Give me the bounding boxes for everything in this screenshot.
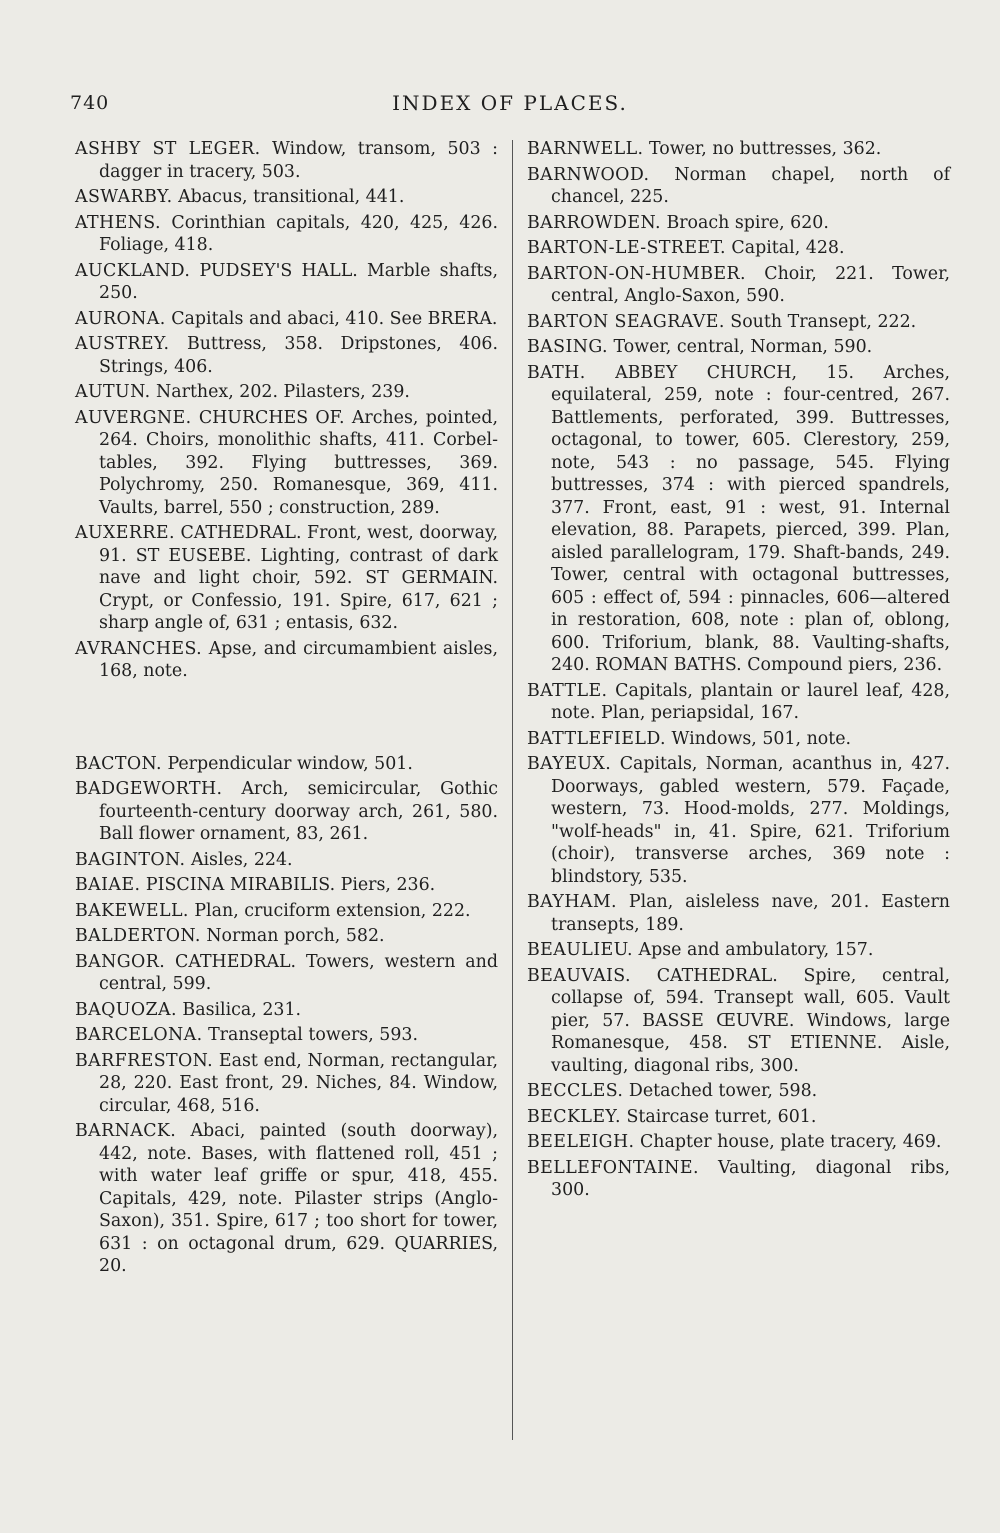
index-entry: BEELEIGH. Chapter house, plate tracery, 469. — [527, 1132, 942, 1152]
index-entry: BAYHAM. Plan, aisleless nave, 201. Eastern transepts, 189. — [527, 892, 950, 935]
index-entry: AUSTREY. Buttress, 358. Dripstones, 406. Strings, 406. — [75, 334, 498, 377]
index-entry: AUXERRE. CATHEDRAL. Front, west, doorway, 91. ST EUSEBE. Lighting, contrast of dark nave and light choir, 592. ST GERMAIN. Crypt, or Confessio, 191. Spire, 617, 621 ; sharp angle of, 631 ; entasis, 632. — [75, 523, 498, 633]
page-number: 740 — [70, 92, 110, 114]
column-divider — [512, 140, 513, 1440]
index-entry: BARCELONA. Transeptal towers, 593. — [75, 1025, 419, 1045]
index-entry: BELLEFONTAINE. Vaulting, diagonal ribs, 300. — [527, 1157, 950, 1200]
index-entry: BECKLEY. Staircase turret, 601. — [527, 1106, 817, 1127]
index-entry: BASING. Tower, central, Norman, 590. — [527, 337, 873, 357]
index-entry: AUVERGNE. CHURCHES OF. Arches, pointed, 264. Choirs, monolithic shafts, 411. Corbel-tables, 392. Flying buttresses, 369. Polychromy, 250. Romanesque, 369, 411. Vaults, barrel, 550 ; construction, 289. — [75, 407, 499, 518]
index-entry: BAQUOZA. Basilica, 231. — [75, 999, 302, 1020]
index-entry: BARROWDEN. Broach spire, 620. — [527, 212, 829, 233]
index-entry: ATHENS. Corinthian capitals, 420, 425, 426. Foliage, 418. — [75, 212, 498, 255]
index-entry: BALDERTON. Norman porch, 582. — [75, 926, 385, 946]
index-entry: ASHBY ST LEGER. Window, transom, 503 : dagger in tracery, 503. — [75, 139, 498, 182]
index-entry: BADGEWORTH. Arch, semicircular, Gothic fourteenth-century doorway arch, 261, 580. Ball flower ornament, 83, 261. — [75, 779, 499, 844]
index-entry: BARNWELL. Tower, no buttresses, 362. — [527, 139, 882, 159]
index-entry: BEAUVAIS. CATHEDRAL. Spire, central, collapse of, 594. Transept wall, 605. Vault pier, 57. BASSE ŒUVRE. Windows, large Romanesque, 458. ST ETIENNE. Aisle, vaulting, diagonal ribs, 300. — [527, 965, 950, 1076]
index-entry: BECCLES. Detached tower, 598. — [527, 1081, 818, 1101]
index-entry: AUCKLAND. PUDSEY'S HALL. Marble shafts, 250. — [75, 260, 498, 303]
right-column — [527, 138, 950, 1205]
index-entry: BARNACK. Abaci, painted (south doorway), 442, note. Bases, with flattened roll, 451 ; with water leaf griffe or spur, 418, 455. Capitals, 429, note. Pilaster strips (Anglo-Saxon), 351. Spire, 617 ; too short for tower, 631 : on octagonal drum, 629. QUARRIES, 20. — [75, 1121, 499, 1276]
page-header — [70, 86, 950, 120]
index-entry: BAGINTON. Aisles, 224. — [75, 849, 293, 870]
index-entry: BACTON. Perpendicular window, 501. — [75, 753, 413, 774]
index-entry: BAKEWELL. Plan, cruciform extension, 222. — [75, 900, 471, 921]
running-head: INDEX OF PLACES. — [392, 91, 628, 115]
index-entry: BEAULIEU. Apse and ambulatory, 157. — [527, 940, 874, 960]
index-entry: BATH. ABBEY CHURCH, 15. Arches, equilateral, 259, note : four-centred, 267. Battlements, perforated, 399. Buttresses, octagonal, to tower, 605. Clerestory, 259, note, 543 : no passage, 545. Flying buttresses, 374 : with pierced spandrels, 377. Front, east, 91 : west, 91. Internal elevation, 88. Parapets, pierced, 399. Plan, aisled parallelogram, 179. Shaft-bands, 249. Tower, central with octagonal buttresses, 605 : effect of, 594 : pinnacles, 606—altered in restoration, 608, note : plan of, oblong, 600. Triforium, blank, 88. Vaulting-shafts, 240. ROMAN BATHS. Compound piers, 236. — [527, 362, 950, 675]
index-entry: BATTLE. Capitals, plantain or laurel leaf, 428, note. Plan, periapsidal, 167. — [527, 680, 950, 723]
index-entry: AURONA. Capitals and abaci, 410. See BRERA. — [75, 308, 498, 329]
index-entry: BATTLEFIELD. Windows, 501, note. — [527, 728, 852, 749]
index-entry: BARTON SEAGRAVE. South Transept, 222. — [527, 311, 917, 332]
index-entry: BARTON-ON-HUMBER. Choir, 221. Tower, central, Anglo-Saxon, 590. — [527, 263, 950, 306]
index-entry: BANGOR. CATHEDRAL. Towers, western and central, 599. — [75, 951, 498, 994]
index-entry: BARTON-LE-STREET. Capital, 428. — [527, 238, 845, 258]
index-entry: ASWARBY. Abacus, transitional, 441. — [75, 187, 405, 207]
index-entry: BARNWOOD. Norman chapel, north of chancel, 225. — [527, 164, 951, 207]
index-entry: AVRANCHES. Apse, and circumambient aisles, 168, note. — [75, 638, 499, 681]
index-entry: BAYEUX. Capitals, Norman, acanthus in, 427. Doorways, gabled western, 579. Façade, western, 73. Hood-molds, 277. Moldings, "wolf-heads" in, 41. Spire, 621. Triforium (choir), transverse arches, 369 note : blindstory, 535. — [527, 754, 950, 887]
index-entry: AUTUN. Narthex, 202. Pilasters, 239. — [75, 382, 410, 402]
index-entry: BAIAE. PISCINA MIRABILIS. Piers, 236. — [75, 875, 436, 895]
index-entry: BARFRESTON. East end, Norman, rectangular, 28, 220. East front, 29. Niches, 84. Window, circular, 468, 516. — [75, 1050, 498, 1116]
left-column — [75, 138, 498, 1281]
